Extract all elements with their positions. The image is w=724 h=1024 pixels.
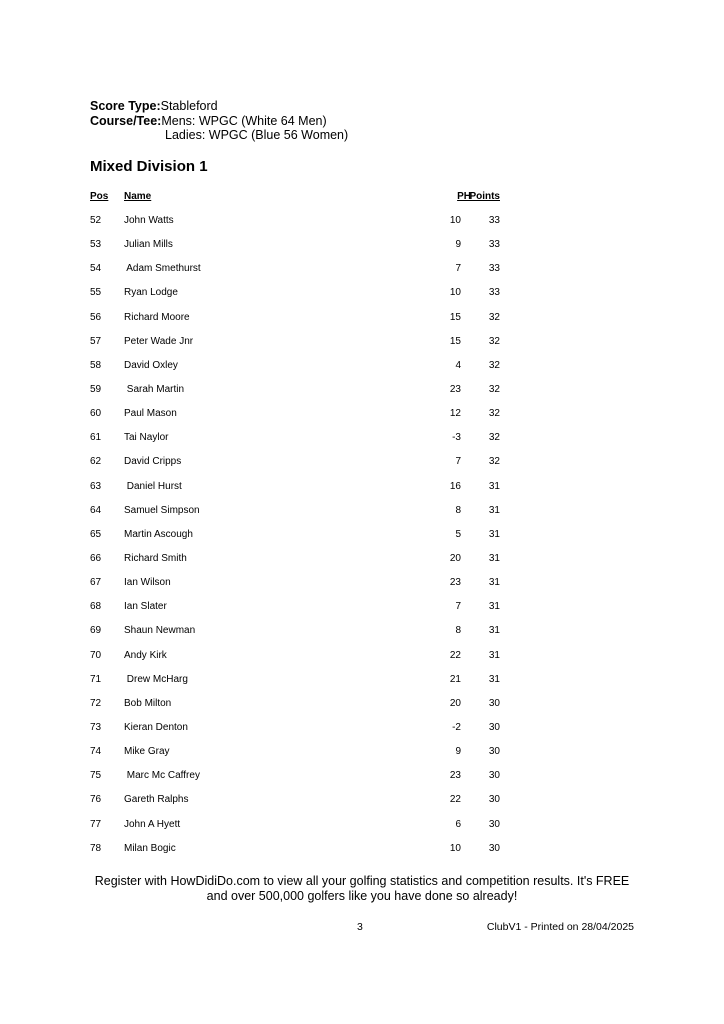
row-ph: 7 (455, 263, 461, 275)
row-ph: 9 (455, 239, 461, 251)
table-row (0, 431, 724, 455)
row-ph: -2 (452, 721, 461, 733)
row-pos: 71 (90, 673, 102, 685)
row-points: 31 (488, 673, 500, 685)
row-points: 32 (488, 456, 500, 468)
row-points: 30 (488, 746, 500, 758)
row-ph: 23 (449, 770, 461, 782)
row-ph: 10 (449, 215, 461, 226)
row-pos: 73 (90, 721, 102, 733)
row-pos: 74 (90, 746, 102, 758)
table-row (0, 480, 724, 504)
table-row (0, 504, 724, 528)
header-ph: PH (457, 191, 471, 202)
row-points: 32 (488, 383, 500, 395)
row-name: Marc Mc Caffrey (124, 770, 200, 782)
row-pos: 76 (90, 794, 102, 806)
table-row (0, 528, 724, 552)
row-points: 32 (488, 311, 500, 323)
row-pos: 77 (90, 818, 102, 830)
row-name: Bob Milton (124, 697, 172, 709)
table-row (0, 359, 724, 383)
table-row (0, 649, 724, 673)
row-pos: 56 (90, 311, 102, 323)
row-name: Julian Mills (124, 239, 173, 251)
row-name: Andy Kirk (124, 649, 167, 661)
row-points: 30 (488, 794, 500, 806)
row-ph: 8 (455, 625, 461, 637)
row-ph: 10 (449, 842, 461, 854)
row-ph: 6 (455, 818, 461, 830)
table-row (0, 793, 724, 817)
row-points: 31 (488, 625, 500, 637)
row-pos: 68 (90, 601, 102, 613)
header-name: Name (124, 191, 152, 202)
table-row (0, 214, 724, 238)
row-pos: 60 (90, 408, 102, 420)
division-title: Mixed Division 1 (90, 158, 208, 175)
page-number: 3 (357, 921, 363, 933)
score-type-label: Score Type: (90, 99, 161, 113)
row-points: 31 (488, 552, 500, 564)
header-points: Points (469, 191, 500, 202)
row-ph: 4 (455, 359, 461, 371)
table-row (0, 262, 724, 286)
row-points: 30 (488, 721, 500, 733)
table-row (0, 697, 724, 721)
row-points: 30 (488, 818, 500, 830)
row-ph: 15 (449, 311, 461, 323)
table-header (0, 190, 724, 214)
register-line-2: and over 500,000 golfers like you have done so already! (206, 888, 518, 903)
row-points: 33 (488, 287, 500, 299)
row-name: Milan Bogic (124, 842, 176, 854)
row-pos: 66 (90, 552, 102, 564)
row-pos: 54 (90, 263, 102, 275)
row-ph: 7 (455, 456, 461, 468)
row-ph: 20 (449, 552, 461, 564)
row-name: Richard Smith (124, 552, 187, 564)
row-pos: 59 (90, 383, 102, 395)
course-tee-line (90, 114, 348, 129)
row-pos: 55 (90, 287, 102, 299)
row-points: 30 (488, 842, 500, 854)
row-ph: 16 (449, 480, 461, 492)
row-ph: 22 (449, 649, 461, 661)
table-row (0, 552, 724, 576)
course-tee-label: Course/Tee: (90, 113, 162, 128)
table-row (0, 769, 724, 793)
table-row (0, 818, 724, 842)
row-pos: 67 (90, 577, 102, 589)
row-name: Mike Gray (124, 746, 170, 758)
row-ph: 5 (455, 528, 461, 540)
course-ladies-value: Ladies: WPGC (Blue 56 Women) (165, 128, 349, 142)
table-row (0, 673, 724, 697)
table-row (0, 624, 724, 648)
row-name: Daniel Hurst (124, 480, 182, 492)
table-body (0, 214, 724, 866)
row-ph: 20 (449, 697, 461, 709)
row-name: Samuel Simpson (124, 504, 200, 516)
row-name: Tai Naylor (124, 432, 169, 444)
row-points: 33 (488, 239, 500, 251)
table-row (0, 286, 724, 310)
row-points: 32 (488, 335, 500, 347)
table-row (0, 238, 724, 262)
row-points: 33 (488, 215, 500, 226)
row-ph: 9 (455, 746, 461, 758)
row-ph: 7 (455, 601, 461, 613)
row-points: 31 (488, 577, 500, 589)
header-pos: Pos (90, 191, 109, 202)
row-points: 33 (488, 263, 500, 275)
table-row (0, 383, 724, 407)
table-row (0, 311, 724, 335)
table-row (0, 576, 724, 600)
row-points: 32 (488, 432, 500, 444)
row-points: 31 (488, 528, 500, 540)
table-row (0, 455, 724, 479)
row-points: 31 (488, 649, 500, 661)
row-points: 32 (488, 359, 500, 371)
row-ph: 8 (455, 504, 461, 516)
row-name: Ryan Lodge (124, 287, 178, 299)
row-ph: 15 (449, 335, 461, 347)
row-name: Drew McHarg (124, 673, 188, 685)
row-ph: 23 (449, 577, 461, 589)
row-name: Paul Mason (124, 408, 177, 420)
row-points: 31 (488, 601, 500, 613)
table-row (0, 745, 724, 769)
course-mens-value: Mens: WPGC (White 64 Men) (161, 113, 327, 128)
row-ph: 23 (449, 383, 461, 395)
table-row (0, 721, 724, 745)
row-pos: 52 (90, 215, 102, 226)
row-points: 32 (488, 408, 500, 420)
register-message (0, 874, 724, 903)
results-table (0, 190, 724, 866)
row-pos: 62 (90, 456, 102, 468)
row-name: John A Hyett (124, 818, 181, 830)
table-row (0, 335, 724, 359)
score-meta (90, 99, 348, 143)
row-name: Ian Slater (124, 601, 167, 613)
row-ph: 21 (449, 673, 461, 685)
row-points: 30 (488, 770, 500, 782)
row-pos: 65 (90, 528, 102, 540)
row-name: Adam Smethurst (124, 263, 201, 275)
row-name: Gareth Ralphs (124, 794, 189, 806)
row-name: David Oxley (124, 359, 178, 371)
row-pos: 58 (90, 359, 102, 371)
row-name: Peter Wade Jnr (124, 335, 194, 347)
row-name: David Cripps (124, 456, 182, 468)
row-pos: 78 (90, 842, 102, 854)
row-name: Kieran Denton (124, 721, 188, 733)
row-name: Ian Wilson (124, 577, 171, 589)
row-pos: 69 (90, 625, 102, 637)
row-pos: 70 (90, 649, 102, 661)
row-ph: 12 (449, 408, 461, 420)
row-name: Martin Ascough (124, 528, 193, 540)
row-name: John Watts (124, 215, 174, 226)
score-type-value: Stableford (160, 99, 218, 113)
printed-stamp: ClubV1 - Printed on 28/04/2025 (486, 921, 634, 933)
row-pos: 57 (90, 335, 102, 347)
row-name: Sarah Martin (124, 383, 185, 395)
row-ph: -3 (452, 432, 461, 444)
table-row (0, 407, 724, 431)
row-ph: 10 (449, 287, 461, 299)
row-name: Richard Moore (124, 311, 190, 323)
row-points: 31 (488, 480, 500, 492)
row-pos: 61 (90, 432, 102, 444)
register-line-1: Register with HowDidiDo.com to view all your golfing statistics and competition results. It's FREE (94, 874, 630, 888)
row-pos: 75 (90, 770, 102, 782)
row-pos: 72 (90, 697, 102, 709)
row-points: 30 (488, 697, 500, 709)
row-name: Shaun Newman (124, 625, 196, 637)
score-type-line (90, 99, 348, 114)
row-pos: 53 (90, 239, 102, 251)
table-row (0, 600, 724, 624)
row-ph: 22 (449, 794, 461, 806)
row-pos: 64 (90, 504, 102, 516)
table-row (0, 842, 724, 866)
row-pos: 63 (90, 480, 102, 492)
row-points: 31 (488, 504, 500, 516)
